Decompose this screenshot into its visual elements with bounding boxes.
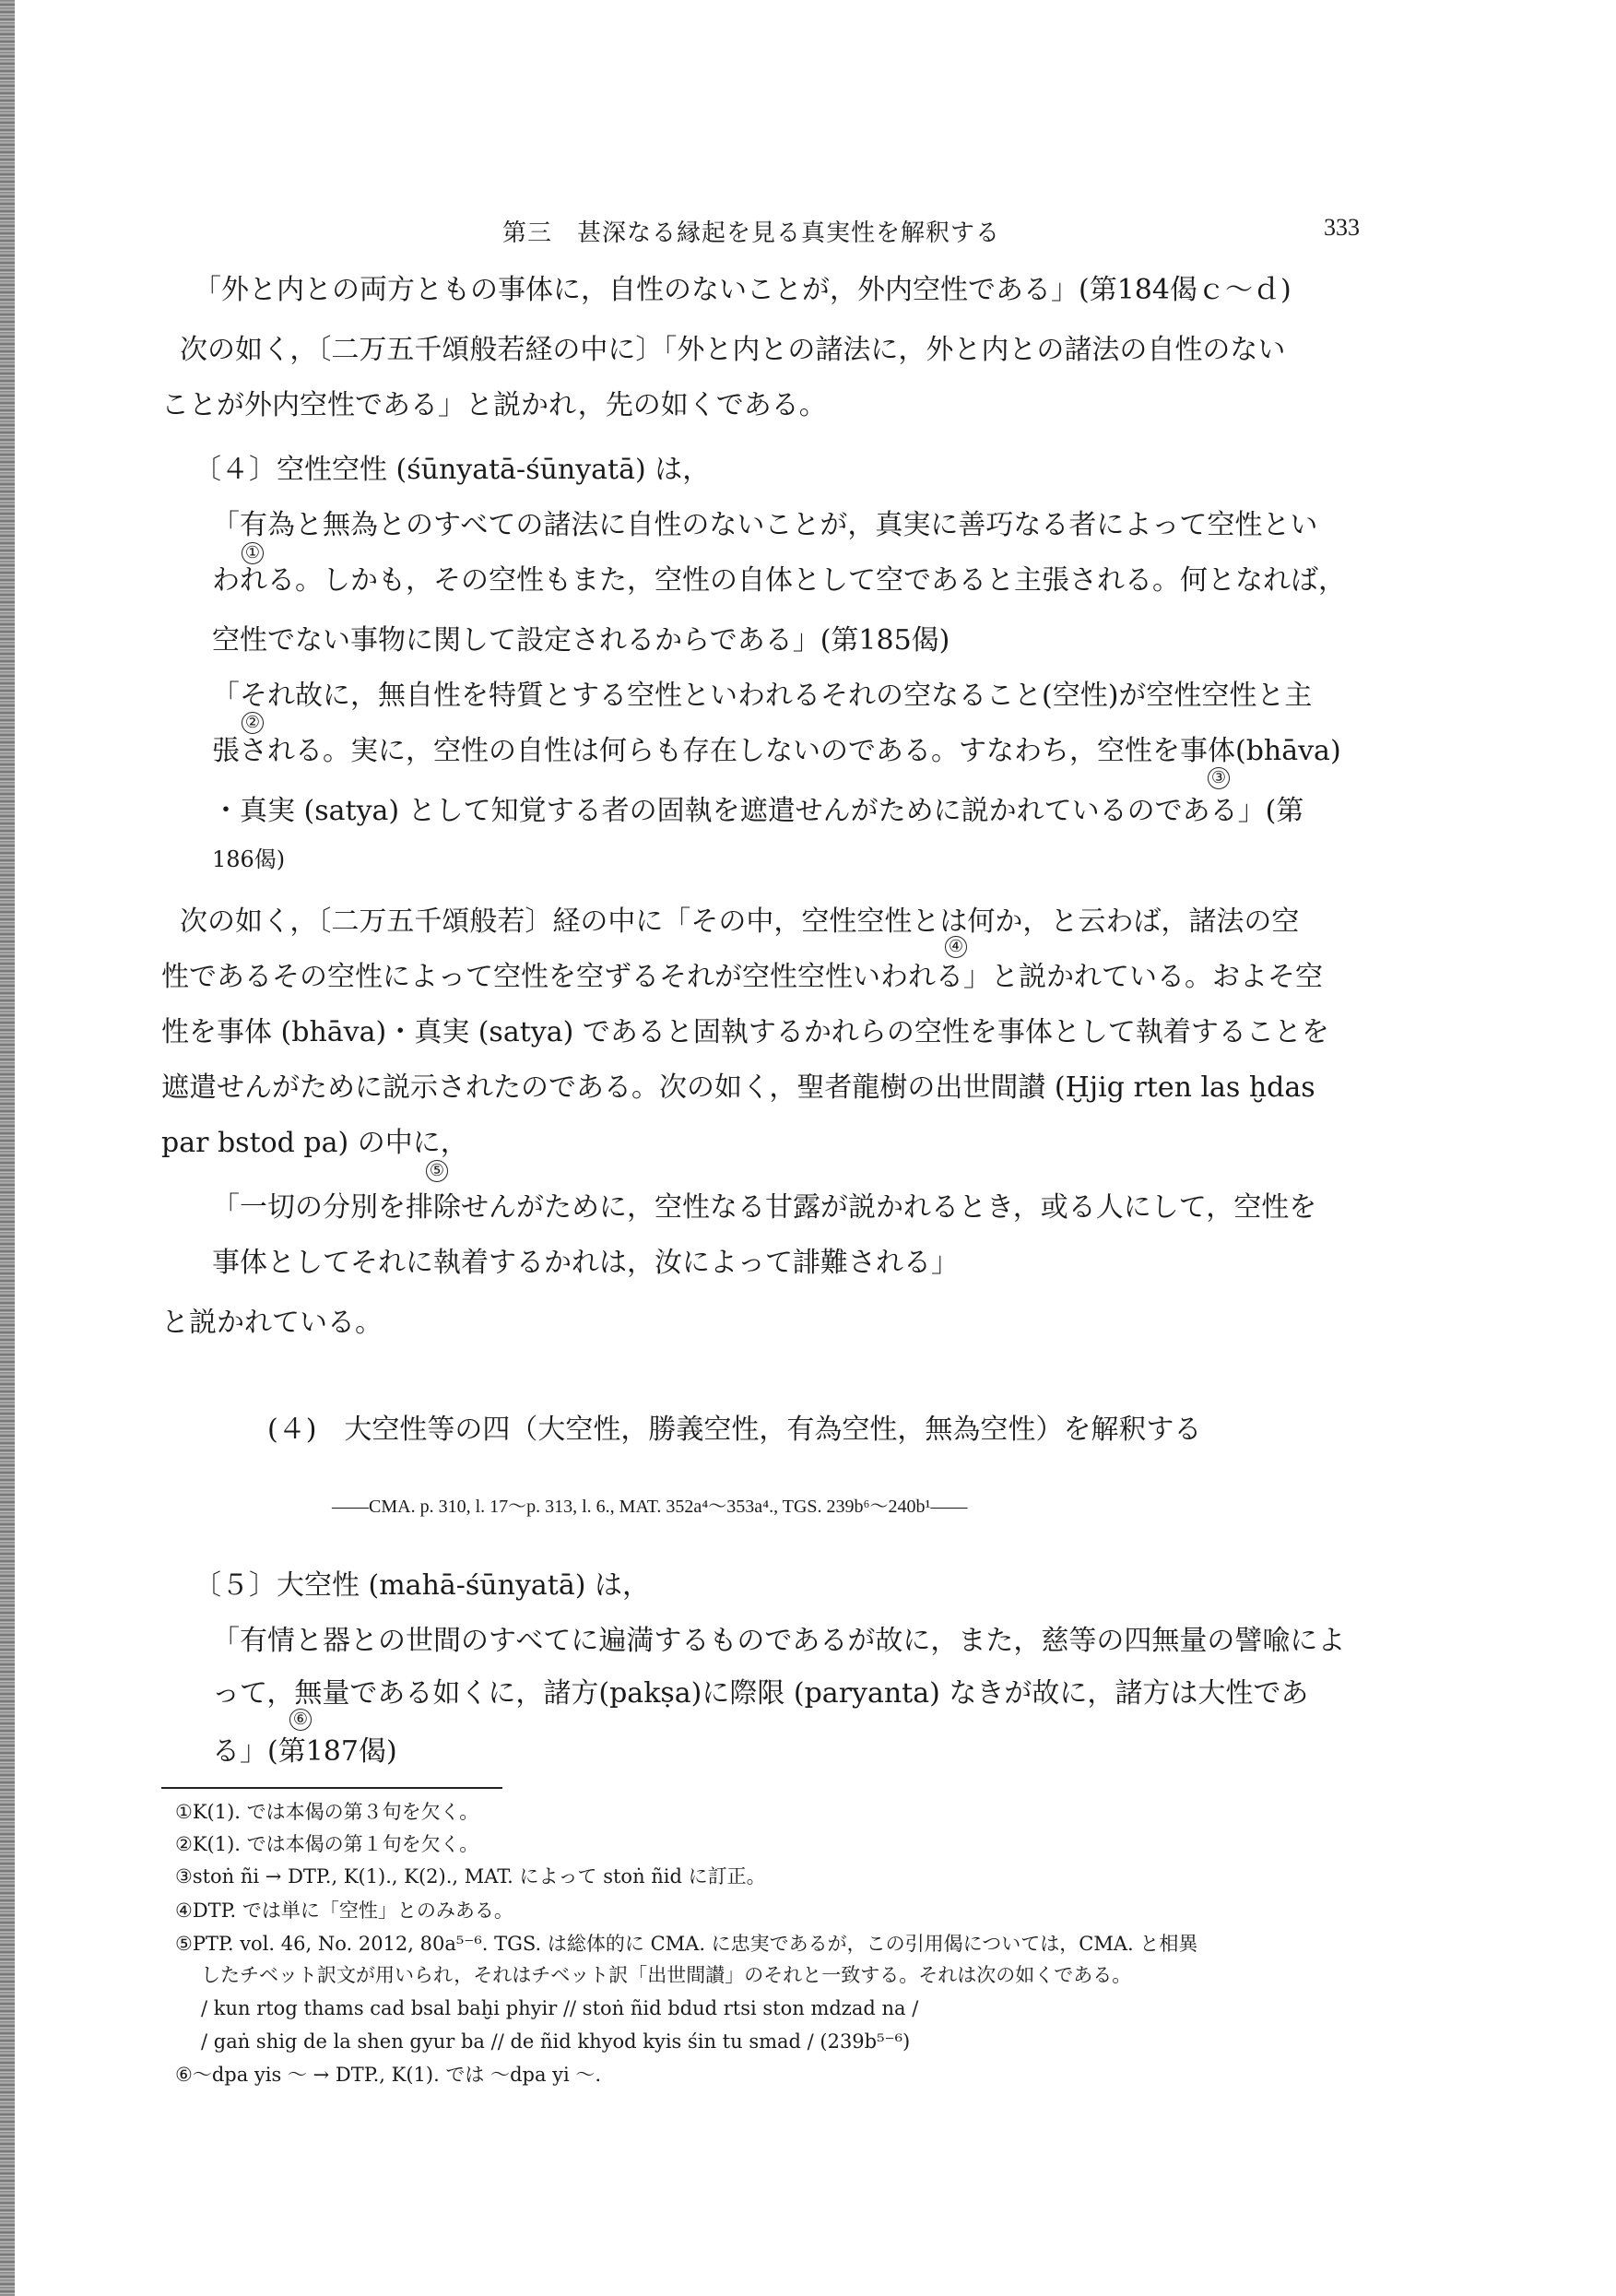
text-line: ことが外内空性である」と説かれ，先の如くである。 [161,389,827,421]
text-line: 「有情と器との世間のすべてに遍満するものであるが故に，また，慈等の四無量の譬喩によ [212,1625,1346,1657]
note-marker: ② [242,712,264,734]
text-line: 遮遣せんがために説示されたのである。次の如く，聖者龍樹の出世間讃 (Ḫjig rten las ḫdas [161,1071,1315,1104]
footnote: したチベット訳文が用いられ，それはチベット訳「出世間讃」のそれと一致する。それは次の如くである。 [201,1964,1132,1986]
text-line: と説かれている。 [161,1307,383,1339]
text-line: 張される。実に，空性の自性は何らも存在しないのである。すなわち，空性を事体(bhāva) [212,735,1341,767]
text-line: 「外と内との両方ともの事体に，自性のないことが，外内空性である」(第184偈ｃ～ｄ) [194,274,1292,306]
text-line: 「それ故に，無自性を特質とする空性といわれるそれの空なること(空性)が空性空性と主 [212,680,1313,712]
text-line: 〔５〕大空性 (mahā-śūnyatā) は， [194,1569,650,1602]
text-line: 性であるその空性によって空性を空ずるそれが空性空性いわれる」と説かれている。およそ空 [161,961,1323,993]
note-marker: ③ [1208,767,1230,789]
header-title: 第三 甚深なる縁起を見る真実性を解釈する [502,219,1001,247]
note-marker: ④ [945,936,967,958]
text-line: 事体としてそれに執着するかれは，汝によって誹難される」 [212,1247,959,1279]
text-line: われる。しかも，その空性もまた，空性の自体として空であると主張される。何となれば， [212,564,1346,597]
text-line: 〔４〕空性空性 (śūnyatā-śūnyatā) は， [194,454,711,486]
text-line: 「有為と無為とのすべての諸法に自性のないことが，真実に善巧なる者によって空性とい [212,509,1318,541]
text-line: 186偈) [212,846,286,872]
footnote: ③stoṅ ñi → DTP., K(1)., K(2)., MAT. によって stoṅ ñid に訂正。 [175,1865,766,1888]
footnote-rule [161,1787,502,1789]
footnote: ②K(1). では本偈の第１句を欠く。 [175,1833,479,1855]
text-line: って，無量である如くに，諸方(pakṣa)に際限 (paryanta) なきが故に，諸方は大性であ [212,1677,1309,1710]
footnote: ⑥～dpa yis ～ → DTP., K(1). では ～dpa yi ～. [175,2064,602,2086]
source-reference: ——CMA. p. 310, l. 17～p. 313, l. 6., MAT. 352a⁴～353a⁴., TGS. 239b⁶～240b¹—— [332,1497,968,1517]
footnote: ④DTP. では単に「空性」とのみある。 [175,1900,513,1922]
running-header [161,214,1360,251]
text-line: ・真実 (satya) として知覚する者の固執を遮遣せんがために説かれているのである」(第 [212,795,1304,827]
note-marker: ① [242,542,264,564]
section-heading: (４) 大空性等の四（大空性，勝義空性，有為空性，無為空性）を解釈する [267,1414,1202,1446]
footnote: / gaṅ shig de la shen gyur ba // de ñid khyod kyis śin tu smad / (239b⁵⁻⁶) [201,2030,911,2053]
footnote: / kun rtog thams cad bsal baḫi phyir // stoṅ ñid bdud rtsi ston mdzad na / [201,1997,919,2019]
scan-edge [0,0,15,2296]
text-line: par bstod pa) の中に， [161,1127,468,1159]
text-line: る」(第187偈) [212,1735,397,1768]
text-line: 性を事体 (bhāva)・真実 (satya) であると固執するかれらの空性を事体として執着することを [161,1016,1329,1048]
page-number: 333 [1324,214,1360,241]
footnote: ①K(1). では本偈の第３句を欠く。 [175,1801,479,1823]
note-marker: ⑤ [426,1160,448,1182]
note-marker: ⑥ [289,1709,312,1731]
text-line: 「一切の分別を排除せんがために，空性なる甘露が説かれるとき，或る人にして，空性を [212,1191,1317,1224]
footnote: ⑤PTP. vol. 46, No. 2012, 80a⁵⁻⁶. TGS. は総体的に CMA. に忠実であるが，この引用偈については，CMA. と相異 [175,1933,1198,1955]
text-line: 次の如く，〔二万五千頌般若経の中に〕「外と内との諸法に，外と内との諸法の自性のない [180,334,1286,366]
text-line: 空性でない事物に関して設定されるからである」(第185偈) [212,624,950,657]
text-line: 次の如く，〔二万五千頌般若〕経の中に「その中，空性空性とは何か，と云わば，諸法の空 [180,905,1300,938]
